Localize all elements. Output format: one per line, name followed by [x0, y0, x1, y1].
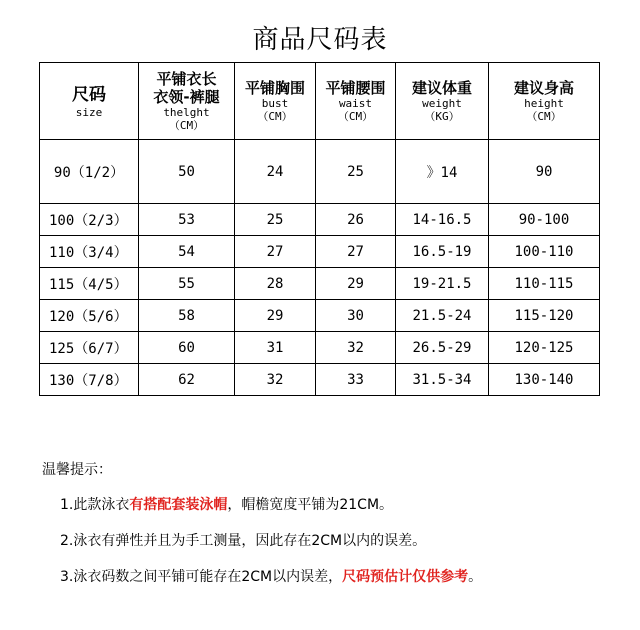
height-cell: 90: [489, 140, 600, 204]
length-cell: 50: [139, 140, 235, 204]
note-text-end: 。: [468, 569, 483, 585]
bust-cell: 25: [235, 204, 316, 236]
table-row: [40, 364, 600, 396]
bust-cell: 27: [235, 236, 316, 268]
waist-cell: 27: [316, 236, 396, 268]
table-row: [40, 300, 600, 332]
notes-heading: 温馨提示：: [42, 462, 112, 478]
weight-cell: 16.5-19: [396, 236, 489, 268]
header-height-label: 建议身高: [513, 79, 574, 97]
size-cell: 90（1/2）: [40, 140, 139, 204]
table-header-row: [40, 63, 600, 140]
header-height: [489, 63, 600, 140]
header-weight-sublabel: weight: [422, 97, 462, 110]
weight-cell: 》14: [396, 140, 489, 204]
note-text: 3.泳衣码数之间平铺可能存在2CM以内误差，: [60, 569, 343, 585]
page-title: 商品尺码表: [252, 25, 388, 55]
table-row: [40, 268, 600, 300]
weight-cell: 31.5-34: [396, 364, 489, 396]
note-text-end: ，帽檐宽度平铺为21CM。: [227, 497, 394, 513]
weight-cell: 19-21.5: [396, 268, 489, 300]
bust-cell: 28: [235, 268, 316, 300]
weight-cell: 14-16.5: [396, 204, 489, 236]
header-height-unit: （CM）: [526, 110, 562, 123]
waist-cell: 32: [316, 332, 396, 364]
header-waist-label: 平铺腰围: [325, 79, 386, 97]
header-waist: [316, 63, 396, 140]
header-height-sublabel: height: [524, 97, 564, 110]
length-cell: 53: [139, 204, 235, 236]
size-cell: 100（2/3）: [40, 204, 139, 236]
waist-cell: 29: [316, 268, 396, 300]
header-weight-unit: （KG）: [424, 110, 460, 123]
waist-cell: 25: [316, 140, 396, 204]
header-bust-unit: （CM）: [257, 110, 293, 123]
header-weight: [396, 63, 489, 140]
note-item-cap: [60, 495, 622, 515]
length-cell: 54: [139, 236, 235, 268]
waist-cell: 30: [316, 300, 396, 332]
header-length-label-2: 衣领-裤腿: [153, 88, 220, 106]
header-length-unit: （CM）: [168, 119, 205, 132]
note-highlight: 有搭配套装泳帽: [129, 497, 228, 513]
header-waist-sublabel: waist: [338, 97, 373, 110]
table-row: [40, 332, 600, 364]
header-bust-sublabel: bust: [261, 97, 289, 110]
header-bust-label: 平铺胸围: [244, 79, 305, 97]
size-cell: 110（3/4）: [40, 236, 139, 268]
length-cell: 62: [139, 364, 235, 396]
header-bust: [235, 63, 316, 140]
header-length-sublabel: thelght: [163, 106, 210, 119]
waist-cell: 33: [316, 364, 396, 396]
size-cell: 125（6/7）: [40, 332, 139, 364]
length-cell: 55: [139, 268, 235, 300]
table-row: [40, 236, 600, 268]
bust-cell: 32: [235, 364, 316, 396]
height-cell: 90-100: [489, 204, 600, 236]
note-text: 1.此款泳衣: [60, 497, 130, 513]
length-cell: 60: [139, 332, 235, 364]
weight-cell: 21.5-24: [396, 300, 489, 332]
bust-cell: 29: [235, 300, 316, 332]
note-item-tolerance: [60, 567, 622, 587]
table-row: [40, 140, 600, 204]
height-cell: 120-125: [489, 332, 600, 364]
header-size-label: 尺码: [72, 84, 106, 105]
size-cell: 130（7/8）: [40, 364, 139, 396]
bust-cell: 24: [235, 140, 316, 204]
header-size-sublabel: size: [75, 105, 103, 119]
note-item-elastic: [60, 531, 622, 551]
notes-section: [42, 460, 622, 603]
header-length: [139, 63, 235, 140]
size-chart-table: [39, 62, 600, 396]
waist-cell: 26: [316, 204, 396, 236]
header-waist-unit: （CM）: [337, 110, 374, 123]
height-cell: 115-120: [489, 300, 600, 332]
weight-cell: 26.5-29: [396, 332, 489, 364]
header-size: [40, 63, 139, 140]
length-cell: 58: [139, 300, 235, 332]
header-length-label: 平铺衣长: [156, 70, 217, 88]
note-text: 2.泳衣有弹性并且为手工测量，因此存在2CM以内的误差。: [60, 533, 427, 549]
size-cell: 120（5/6）: [40, 300, 139, 332]
header-weight-label: 建议体重: [411, 79, 472, 97]
height-cell: 100-110: [489, 236, 600, 268]
height-cell: 110-115: [489, 268, 600, 300]
bust-cell: 31: [235, 332, 316, 364]
note-highlight: 尺码预估计仅供参考: [342, 569, 469, 585]
table-row: [40, 204, 600, 236]
size-cell: 115（4/5）: [40, 268, 139, 300]
height-cell: 130-140: [489, 364, 600, 396]
